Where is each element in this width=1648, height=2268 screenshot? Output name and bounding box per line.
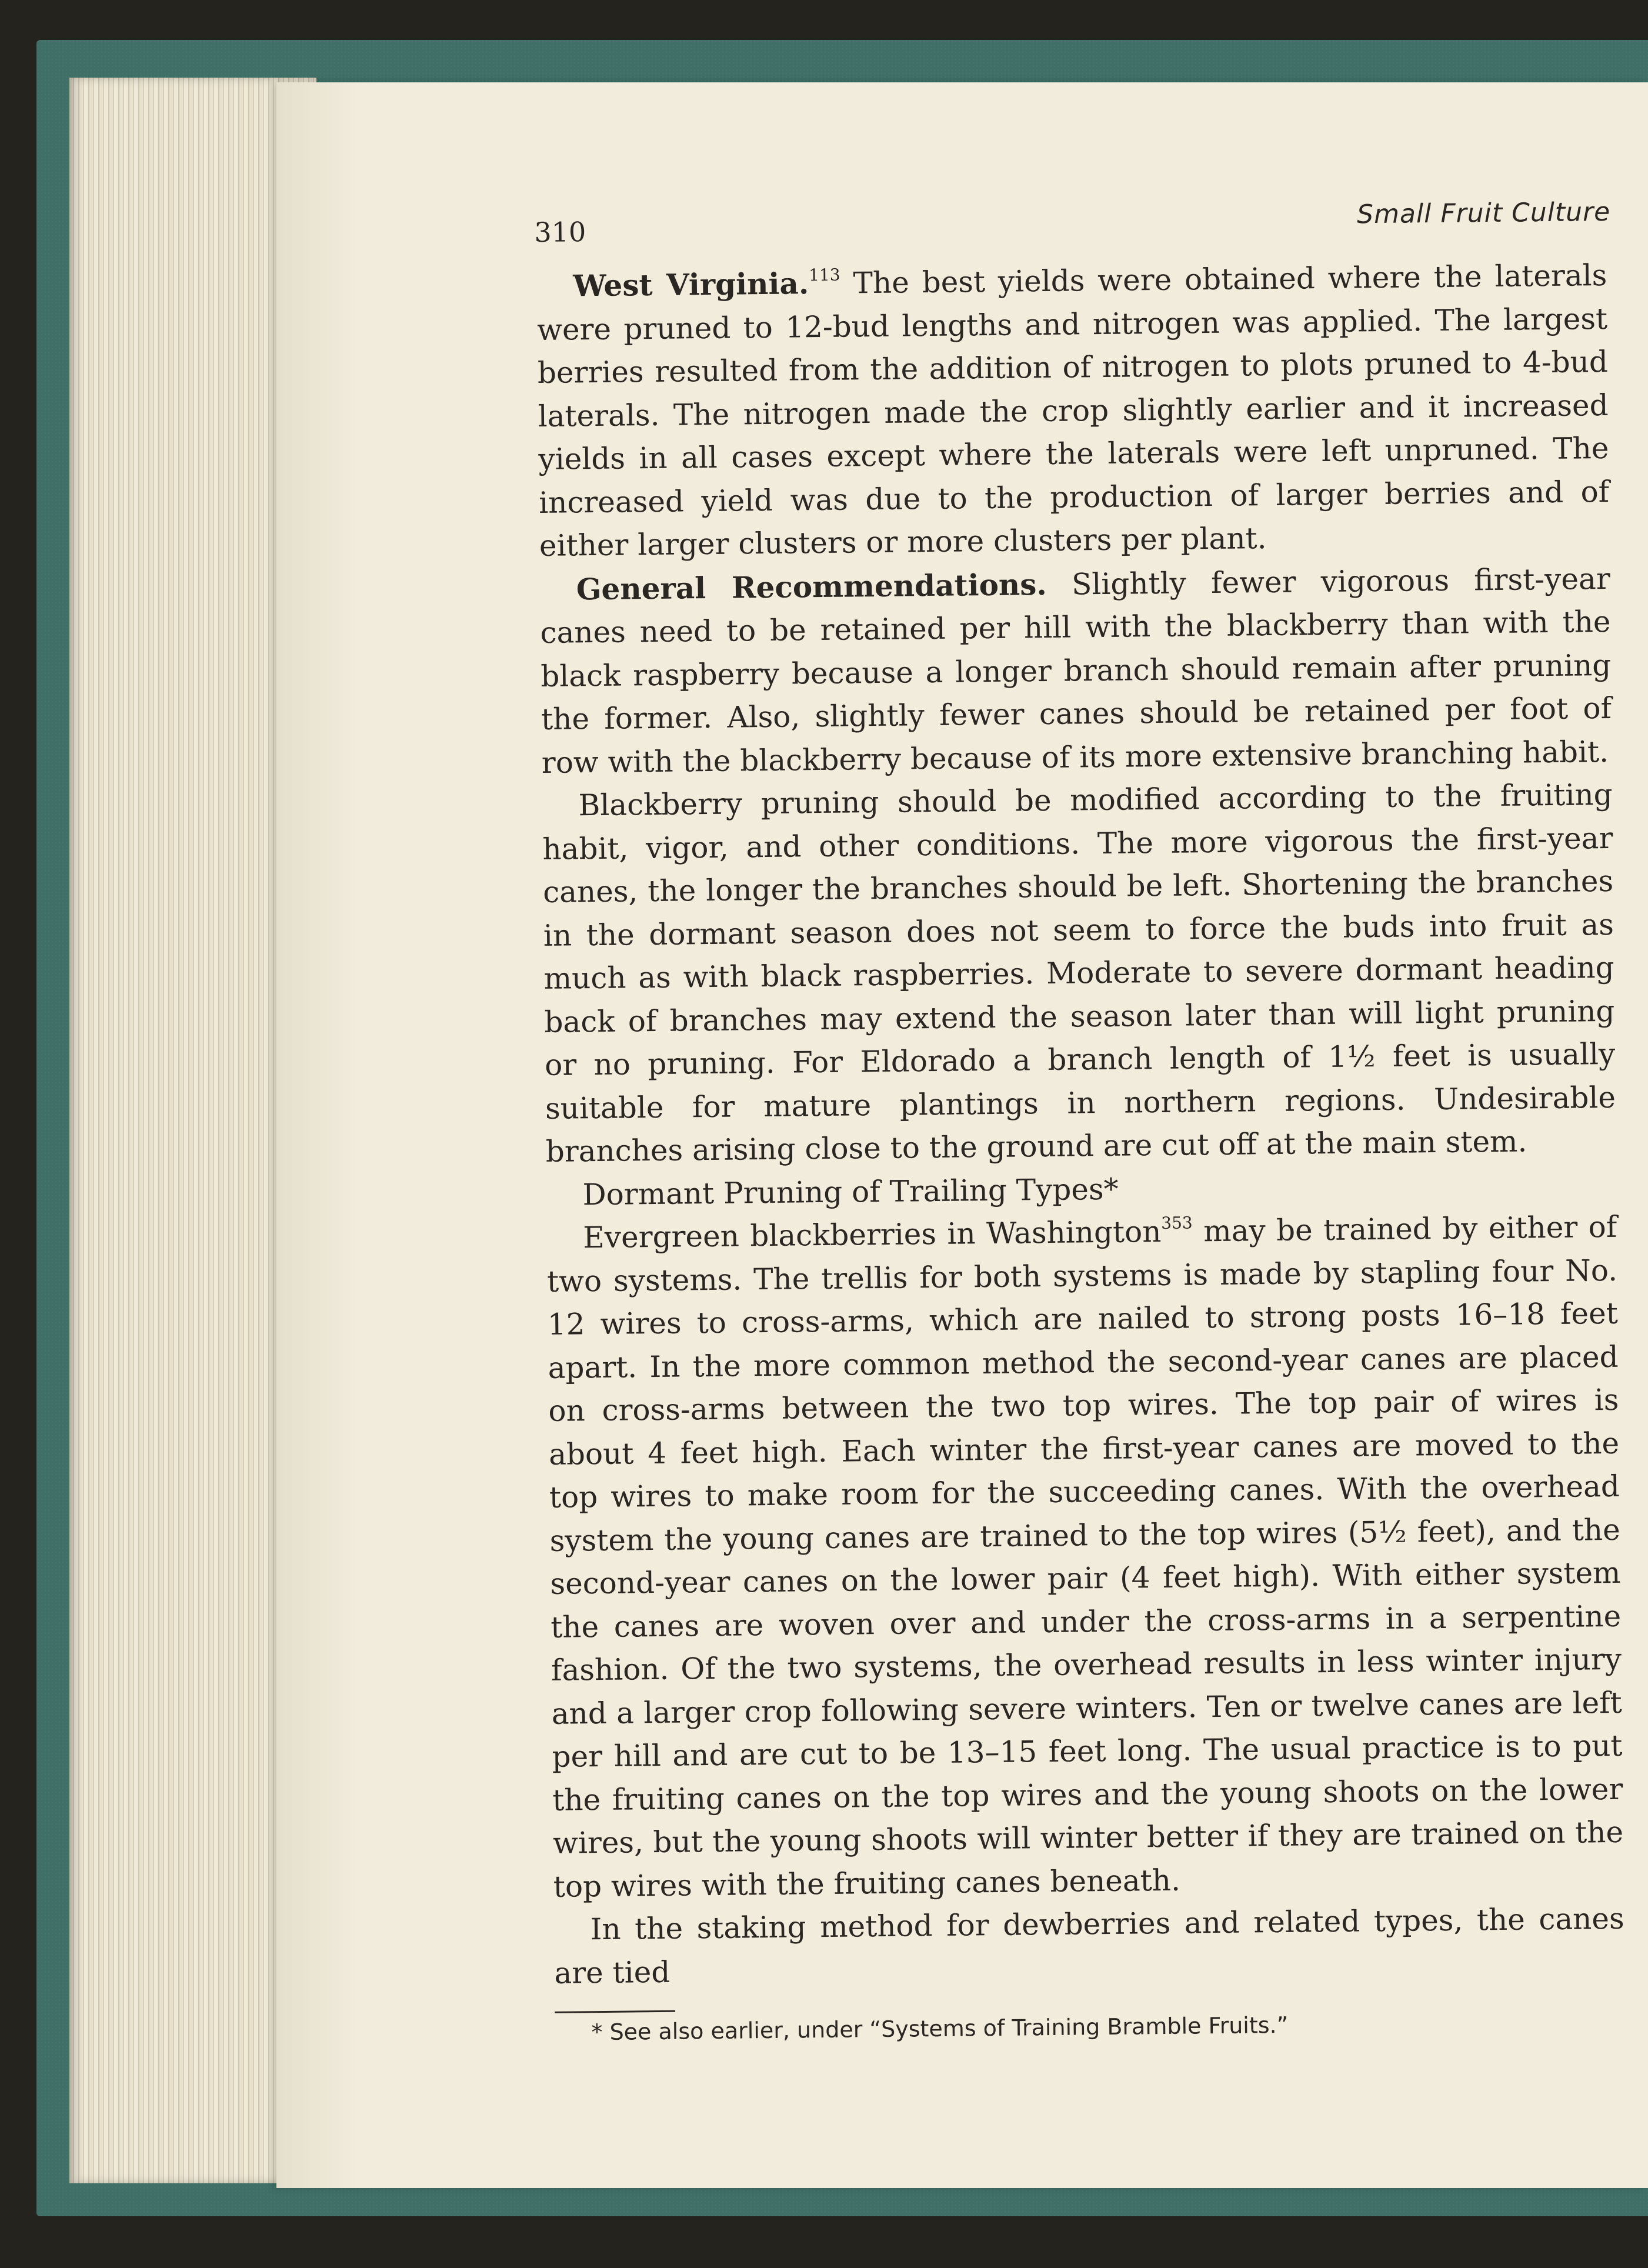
paragraph-text: may be trained by either of two systems. The trellis for both systems is made by stapling four No. 12 wires to cross-arms, which are nailed to strong posts 16–18 feet apart. In the more common method the second-year canes are placed on cross-arms between the two top wires. The top pair of wires is about 4 feet high. Each winter the first-year canes are moved to the top wires to make room for the succeeding canes. With the overhead system the young canes are trained to the top wires (5½ feet), and the second-year canes on the lower pair (4 feet high). With either system the canes are woven over and under the cross-arms in a serpentine fashion. Of the two systems, the overhead results in less winter injury and a larger crop following severe winters. Ten or twelve canes are left per hill and are cut to be 13–15 feet long. The usual practice is to put the fruiting canes on the top wires and the young shoots on the lower wires, but the young shoots will winter better if they are trained on the top wires with the fruiting canes beneath. [546, 1209, 1624, 1904]
paragraph-text: The best yields were obtained where the laterals were pruned to 12-bud lengths and nitrogen was applied. The largest berries resulted from the addition of nitrogen to plots pruned to 4-bud laterals. The nitrogen made the crop slightly earlier and it increased yields in all cases except where the laterals were left unpruned. The increased yield was due to the production of larger berries and of either larger clusters or more clusters per plant. [536, 258, 1610, 563]
reference-marker: 113 [808, 265, 840, 285]
run-in-heading: General Recommendations. [576, 566, 1047, 606]
run-in-heading: West Virginia. [573, 266, 809, 303]
body-text [536, 254, 1626, 2049]
paragraph-general-recommendations [539, 556, 1612, 785]
reference-marker: 353 [1161, 1213, 1193, 1233]
paragraph-evergreen-blackberries [546, 1206, 1624, 1909]
paragraph-blackberry-pruning: Blackberry pruning should be modified according to the fruiting habit, vigor, and other conditions. The more vigorous the first-year canes, the longer the branches should be left. Shortening the branches in the dormant season does not seem to force the buds into fruit as much as with black raspberries. Moderate to severe dormant heading back of branches may extend the season later than will light pruning or no pruning. For Eldorado a branch length of 1½ feet is usually suitable for mature plantings in northern regions. Undesirable branches arising close to the ground are cut off at the main stem. [542, 777, 1616, 1169]
paragraph-west-virginia [536, 254, 1610, 568]
footnote: * See also earlier, under “Systems of Training Bramble Fruits.” [591, 2012, 1289, 2046]
paragraph-text: Evergreen blackberries in Washington [583, 1214, 1162, 1255]
page-header [534, 195, 1611, 259]
section-heading: Dormant Pruning of Trailing Types* [582, 1172, 1119, 1212]
running-head: Small Fruit Culture [1356, 196, 1611, 230]
page-number: 310 [534, 216, 586, 248]
paragraph-text: Slightly fewer vigorous first-year canes need to be retained per hill with the blackberry than with the black raspberry because a longer branch should remain after pruning the former. Also, slightly fewer canes should be retained per foot of row with the blackberry because of its more extensive branching habit. [540, 561, 1612, 780]
paragraph-staking-method: In the staking method for dewberries and related types, the canes are tied [554, 1901, 1624, 1990]
footnote-rule [555, 2010, 675, 2013]
